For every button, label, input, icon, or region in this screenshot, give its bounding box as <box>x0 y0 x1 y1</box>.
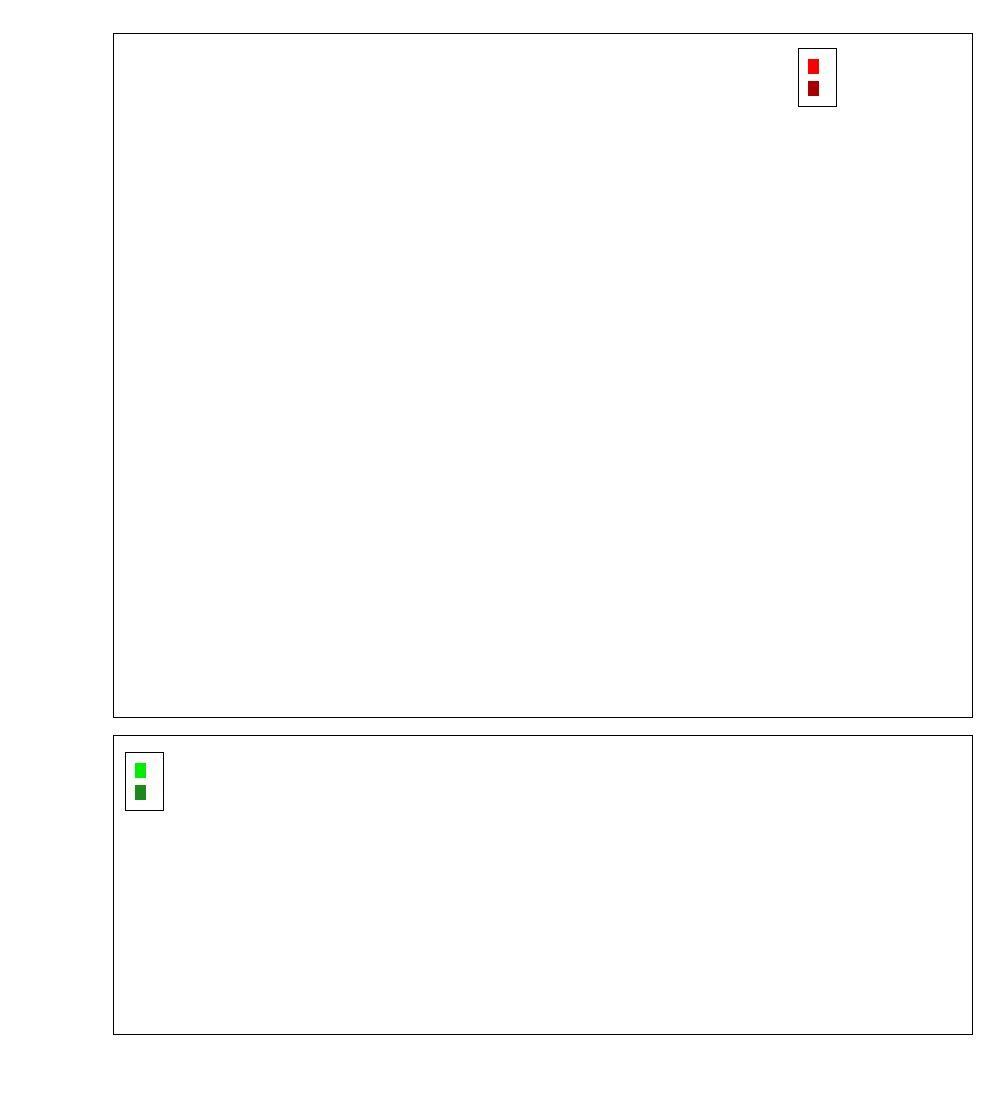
legend-item-available <box>135 759 154 781</box>
legend-swatch-nucleation <box>808 81 819 96</box>
legend-item-participation <box>808 55 827 77</box>
legend-top <box>798 48 837 107</box>
rupture-count-plot <box>113 735 973 1035</box>
legend-bottom <box>125 752 164 811</box>
legend-swatch-available <box>135 763 146 778</box>
incremental-rate-plot <box>113 33 973 718</box>
legend-swatch-utilized <box>135 785 146 800</box>
legend-swatch-participation <box>808 59 819 74</box>
legend-item-nucleation <box>808 77 827 99</box>
legend-item-utilized <box>135 781 154 803</box>
